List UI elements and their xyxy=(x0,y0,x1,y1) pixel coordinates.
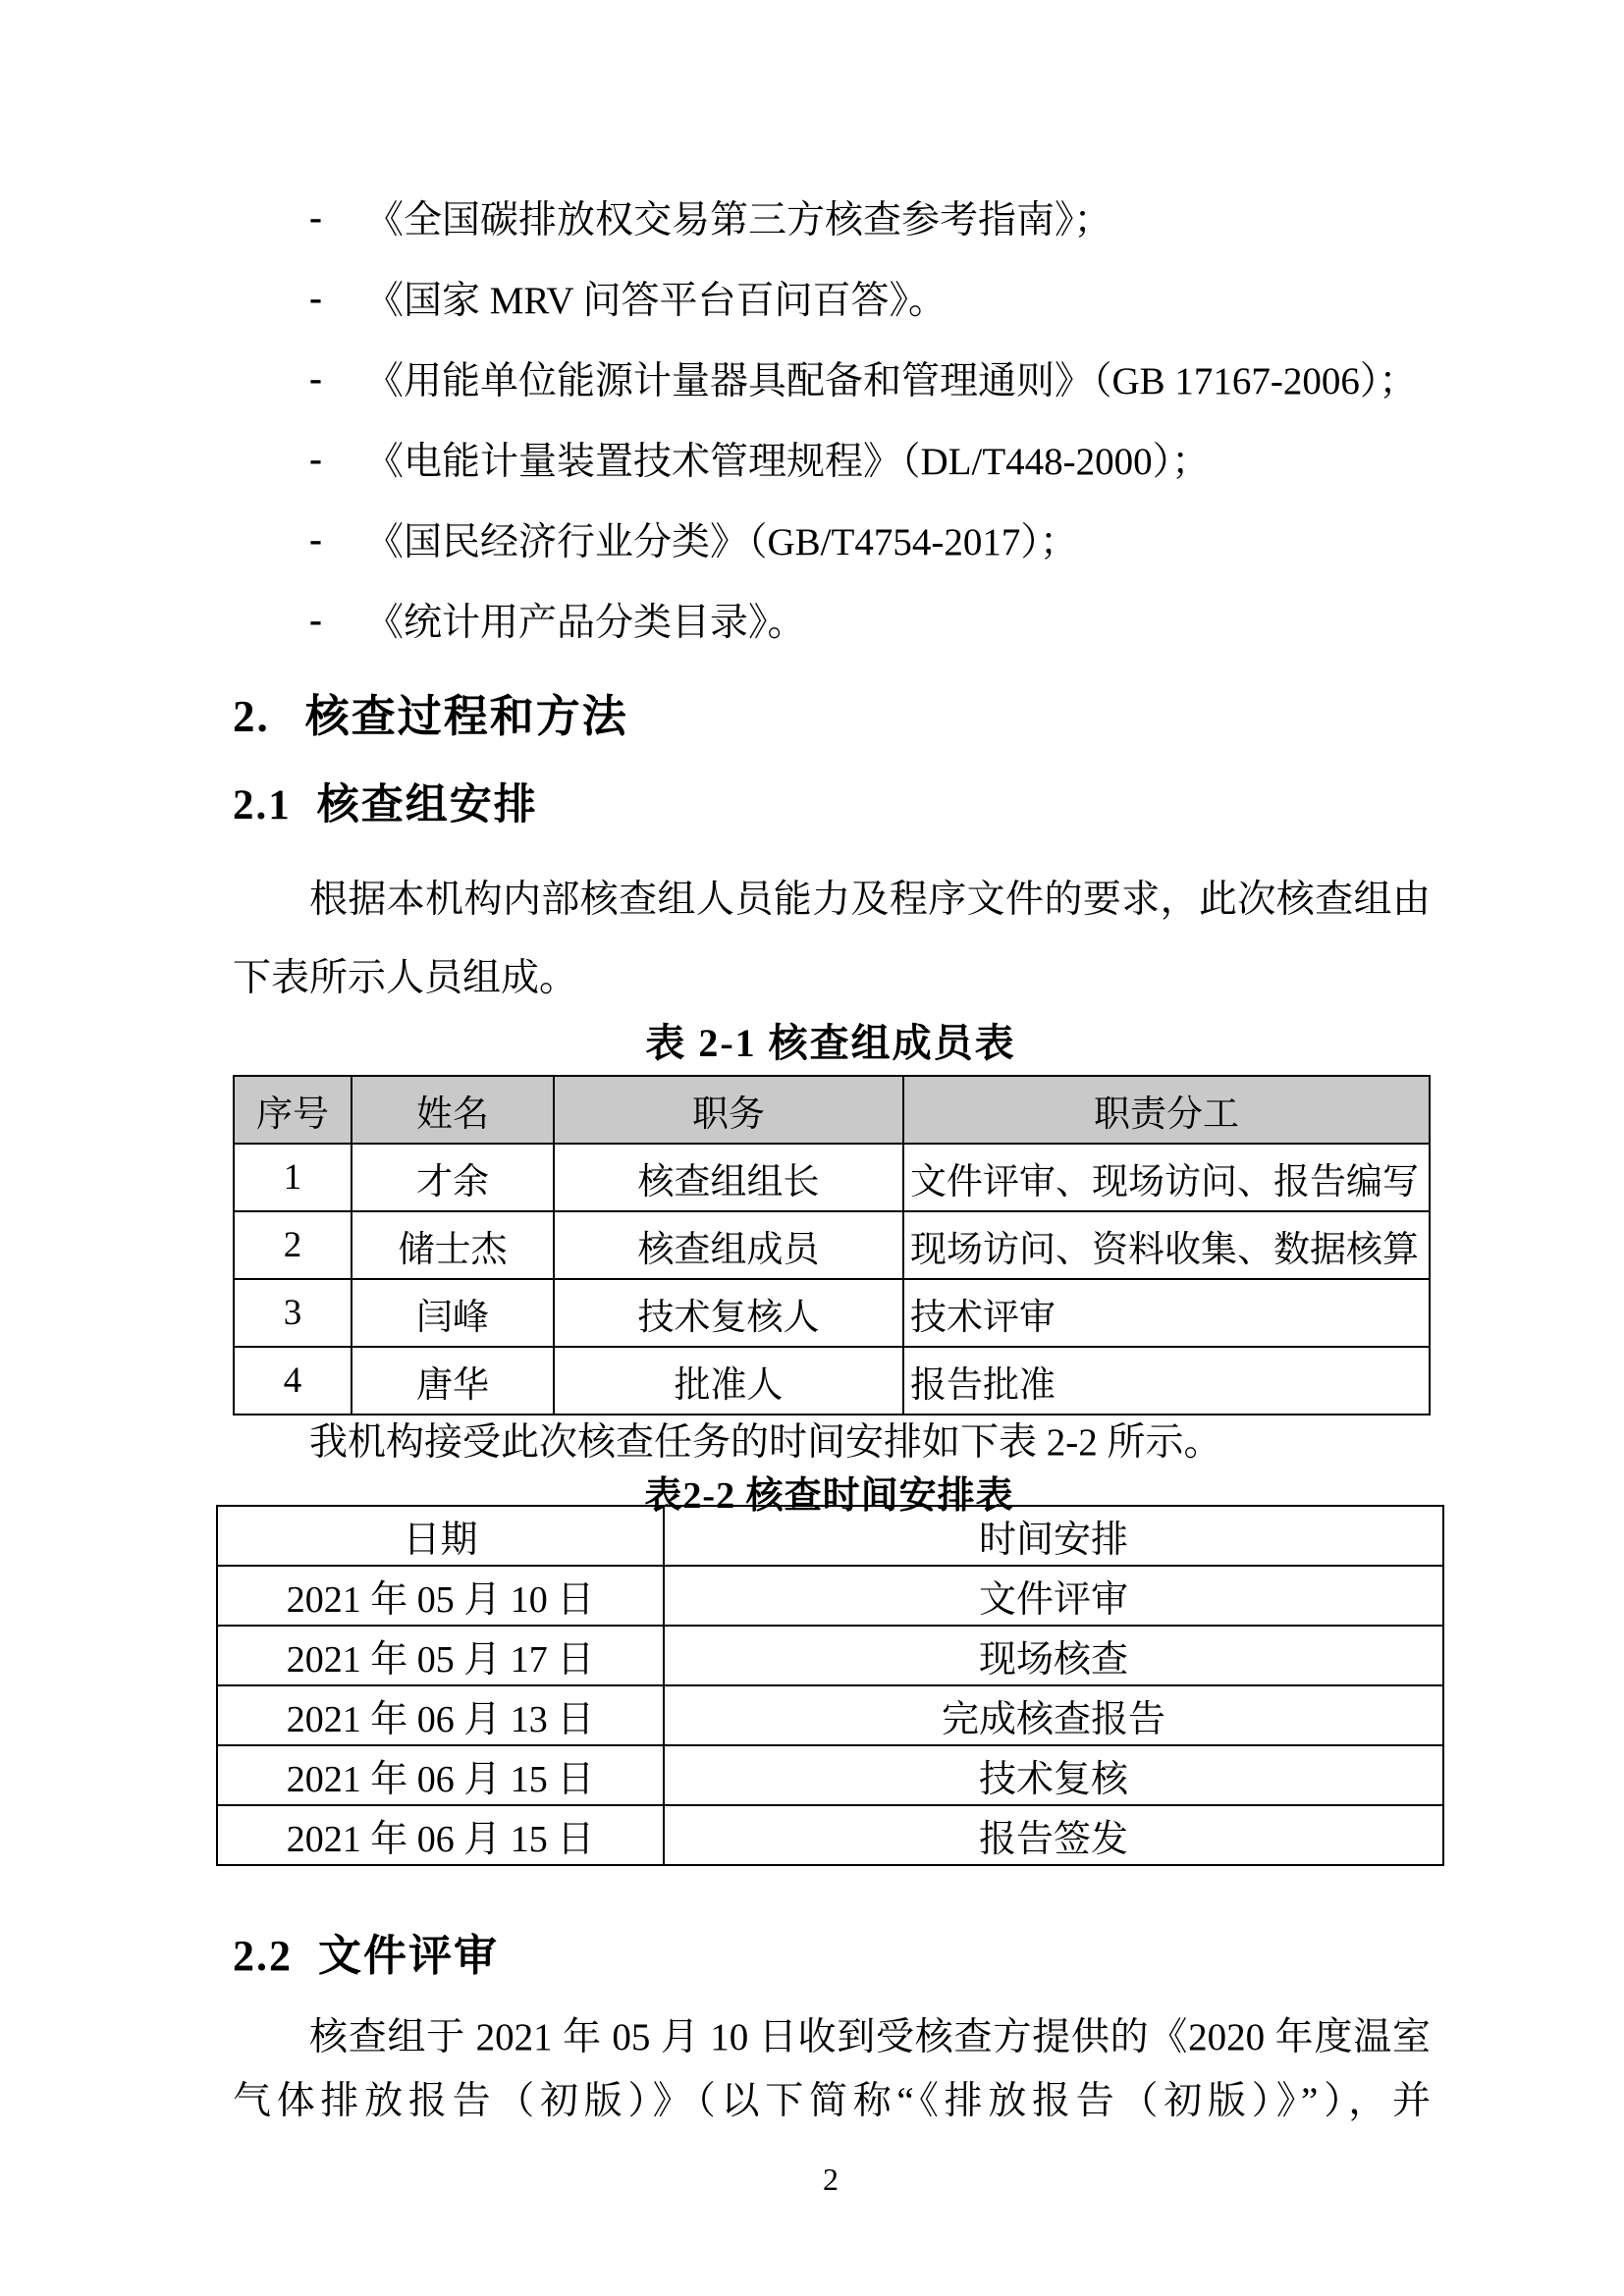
list-item xyxy=(309,579,1506,660)
table-cell: 批准人 xyxy=(554,1347,903,1415)
list-item-text: 《国家 MRV 问答平台百问百答》。 xyxy=(365,280,947,322)
table-cell: 2021 年 06 月 15 日 xyxy=(217,1745,664,1805)
table-cell: 4 xyxy=(234,1347,352,1415)
table-cell: 现场访问、资料收集、数据核算 xyxy=(903,1211,1430,1279)
paragraph-line: 根据本机构内部核查组人员能力及程序文件的要求，此次核查组由 xyxy=(309,879,1431,921)
column-header: 序号 xyxy=(234,1076,352,1144)
table-cell: 2021 年 05 月 17 日 xyxy=(217,1626,664,1685)
list-item xyxy=(309,257,1506,338)
table-cell: 报告签发 xyxy=(664,1805,1443,1865)
table-cell: 完成核查报告 xyxy=(664,1685,1443,1745)
schedule-intro: 我机构接受此次核查任务的时间安排如下表 2-2 所示。 xyxy=(309,1421,1222,1464)
list-item xyxy=(309,338,1506,418)
bullet-marker: - xyxy=(309,195,322,239)
table-cell: 核查组成员 xyxy=(554,1211,903,1279)
list-item-text: 《统计用产品分类目录》。 xyxy=(365,602,806,644)
paragraph-line: 核查组于 2021 年 05 月 10 日收到受核查方提供的《2020 年度温室 xyxy=(309,2016,1431,2058)
table-row xyxy=(217,1566,1443,1626)
bullet-marker: - xyxy=(309,437,322,480)
table-cell: 储士杰 xyxy=(352,1211,554,1279)
section-2-heading xyxy=(233,680,628,744)
column-header: 职务 xyxy=(554,1076,903,1144)
team-table xyxy=(233,1075,1431,1415)
page-number: 2 xyxy=(823,2162,839,2197)
review-paragraph xyxy=(233,2005,1431,2133)
table-cell: 现场核查 xyxy=(664,1626,1443,1685)
table-2-2-caption: 表2-2 核查时间安排表 xyxy=(644,1475,1014,1517)
table-row xyxy=(234,1211,1430,1279)
bullet-marker: - xyxy=(309,517,322,561)
table-cell: 技术评审 xyxy=(903,1279,1430,1347)
table-row xyxy=(217,1626,1443,1685)
table-cell: 文件评审、现场访问、报告编写 xyxy=(903,1144,1430,1211)
table-row xyxy=(217,1685,1443,1745)
table-cell: 闫峰 xyxy=(352,1279,554,1347)
section-number: 2.1 xyxy=(233,782,292,828)
list-item-text: 《全国碳排放权交易第三方核查参考指南》； xyxy=(365,199,1112,241)
table-row xyxy=(234,1144,1430,1211)
bullet-marker: - xyxy=(309,598,322,641)
table-cell: 2021 年 06 月 15 日 xyxy=(217,1805,664,1865)
table-cell: 才余 xyxy=(352,1144,554,1211)
section-number: 2. xyxy=(233,692,270,741)
bullet-marker: - xyxy=(309,276,322,319)
section-title: 核查过程和方法 xyxy=(304,692,628,741)
column-header: 职责分工 xyxy=(903,1076,1430,1144)
table-row xyxy=(234,1347,1430,1415)
bullet-marker: - xyxy=(309,356,322,400)
list-item-text: 《用能单位能源计量器具配备和管理通则》（GB 17167-2006）； xyxy=(365,360,1418,402)
section-2-2-heading xyxy=(233,1920,499,1983)
table-cell: 报告批准 xyxy=(903,1347,1430,1415)
column-header: 姓名 xyxy=(352,1076,554,1144)
section-title: 核查组安排 xyxy=(316,782,538,828)
section-title: 文件评审 xyxy=(318,1932,499,1980)
table-row xyxy=(217,1805,1443,1865)
list-item xyxy=(309,177,1506,257)
schedule-table xyxy=(216,1505,1444,1866)
table-cell: 2021 年 06 月 13 日 xyxy=(217,1685,664,1745)
table-cell: 唐华 xyxy=(352,1347,554,1415)
table-2-1-caption: 表 2-1 核查组成员表 xyxy=(645,1021,1016,1065)
section-number: 2.2 xyxy=(233,1932,293,1980)
table-cell: 技术复核人 xyxy=(554,1279,903,1347)
table-cell: 2 xyxy=(234,1211,352,1279)
table-header-row xyxy=(217,1506,1443,1566)
list-item-text: 《电能计量装置技术管理规程》（DL/T448-2000）； xyxy=(365,441,1211,483)
paragraph-line: 下表所示人员组成。 xyxy=(233,957,578,999)
table-row xyxy=(234,1279,1430,1347)
table-cell: 文件评审 xyxy=(664,1566,1443,1626)
list-item-text: 《国民经济行业分类》（GB/T4754-2017）； xyxy=(365,521,1078,563)
team-paragraph xyxy=(233,861,1431,1018)
table-cell: 3 xyxy=(234,1279,352,1347)
table-cell: 核查组组长 xyxy=(554,1144,903,1211)
column-header: 日期 xyxy=(217,1506,664,1566)
table-header-row xyxy=(234,1076,1430,1144)
table-cell: 2021 年 05 月 10 日 xyxy=(217,1566,664,1626)
table-cell: 1 xyxy=(234,1144,352,1211)
list-item xyxy=(309,499,1506,579)
paragraph-line: 气体排放报告（初版）》（以下简称“《排放报告（初版）》”），并 xyxy=(233,2080,1431,2122)
table-row xyxy=(217,1745,1443,1805)
section-2-1-heading xyxy=(233,772,538,831)
table-cell: 技术复核 xyxy=(664,1745,1443,1805)
list-item xyxy=(309,418,1506,499)
column-header: 时间安排 xyxy=(664,1506,1443,1566)
reference-list xyxy=(309,177,1506,660)
